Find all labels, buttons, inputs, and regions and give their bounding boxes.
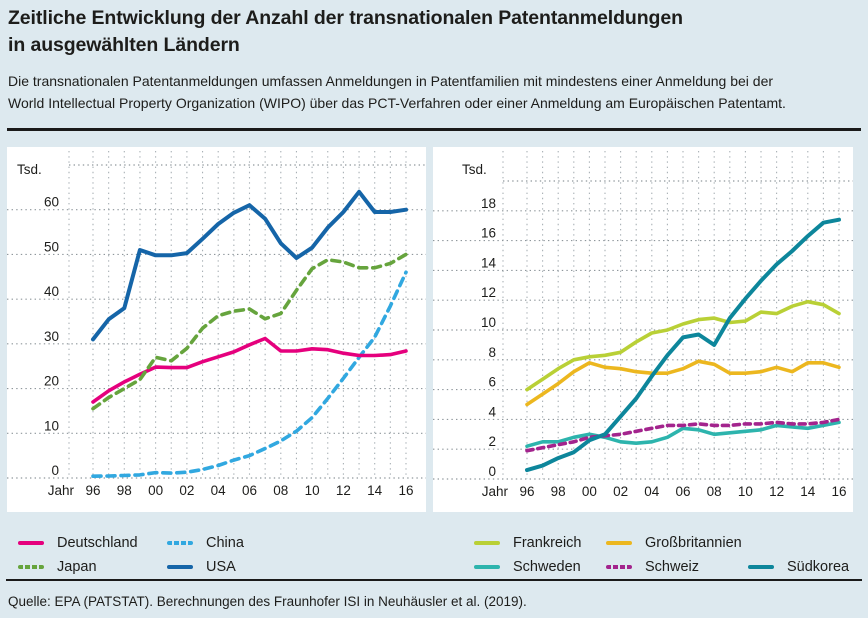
x-tick-label: 14 [800, 484, 816, 499]
y-tick-label: 16 [480, 225, 496, 241]
x-tick-label: 12 [335, 483, 351, 498]
series-line-gro-britannien [527, 361, 839, 404]
legend-label: Großbritannien [645, 535, 742, 551]
x-tick-label: 98 [550, 484, 566, 499]
x-tick-label: 02 [613, 484, 629, 499]
series-line-schweiz [527, 419, 839, 450]
y-tick-label: 2 [488, 434, 496, 450]
y-tick-label: 30 [43, 328, 59, 344]
legend-item-deutschland [18, 535, 138, 551]
x-tick-label: 98 [116, 483, 132, 498]
x-tick-label: 16 [831, 484, 847, 499]
y-tick-label: 60 [43, 194, 59, 210]
page-subtitle-line2: World Intellectual Property Organization (WIPO) über das PCT-Verfahren oder einer Anmeldung am Europäischen Patentamt. [8, 94, 786, 111]
x-tick-label: 14 [367, 483, 383, 498]
legend-label: Frankreich [513, 535, 582, 551]
x-tick-label: 00 [148, 483, 164, 498]
x-axis-label: Jahr [47, 483, 74, 498]
legend-item-schweiz [606, 559, 699, 575]
y-tick-label: 0 [51, 463, 59, 478]
page-title [8, 5, 808, 59]
y-tick-label: 4 [488, 404, 496, 420]
y-tick-label: 12 [480, 285, 496, 301]
x-tick-label: 96 [85, 483, 101, 498]
legend-item-gro-britannien [606, 535, 742, 551]
x-tick-label: 10 [304, 483, 320, 498]
legend-label: USA [206, 559, 236, 575]
x-tick-label: 12 [769, 484, 785, 499]
legend-line-swatch [748, 565, 774, 569]
legend-item-frankreich [474, 535, 582, 551]
line-chart-left-countries [7, 147, 426, 512]
y-tick-label: 10 [480, 315, 496, 330]
source-note: Quelle: EPA (PATSTAT). Berechnungen des Fraunhofer ISI in Neuhäusler et al. (2019). [8, 594, 527, 609]
x-tick-label: 04 [210, 483, 226, 498]
legend-line-swatch [474, 565, 500, 569]
legend-label: Japan [57, 559, 97, 575]
y-tick-label: 8 [488, 344, 496, 360]
legend-item-china [167, 535, 244, 551]
y-tick-label: 40 [43, 284, 59, 300]
x-tick-label: 08 [706, 484, 722, 499]
y-tick-label: 50 [43, 239, 59, 255]
y-tick-label: 14 [480, 255, 496, 271]
page-title-line1: Zeitliche Entwicklung der Anzahl der transnationalen Patentanmeldungen [8, 7, 683, 29]
x-axis-label: Jahr [481, 484, 508, 499]
legend-label: Südkorea [787, 559, 850, 575]
footer-divider [6, 579, 862, 581]
x-tick-label: 96 [519, 484, 535, 499]
legend-dashed-line-swatch [606, 565, 632, 569]
series-line-frankreich [527, 302, 839, 390]
y-tick-label: 18 [480, 195, 496, 211]
y-axis-unit-label: Tsd. [17, 162, 42, 177]
x-tick-label: 06 [675, 484, 691, 499]
chart-panel-right [433, 147, 853, 512]
legend-line-swatch [606, 541, 632, 545]
legend-label: China [206, 535, 244, 551]
y-tick-label: 20 [43, 373, 59, 389]
legend-dashed-line-swatch [167, 541, 193, 545]
legend-item-usa [167, 559, 236, 575]
x-tick-label: 10 [737, 484, 753, 499]
header-divider [7, 128, 861, 131]
y-tick-label: 10 [43, 418, 59, 434]
legend-item-japan [18, 559, 97, 575]
legend-item-schweden [474, 559, 581, 575]
page-subtitle [8, 71, 828, 114]
header [0, 0, 868, 114]
legend-label: Schweiz [645, 559, 699, 575]
legend-label: Deutschland [57, 535, 138, 551]
y-axis-unit-label: Tsd. [462, 162, 487, 177]
legend-dashed-line-swatch [18, 565, 44, 569]
line-chart-right-countries [433, 147, 853, 512]
legend-item-s-dkorea [748, 559, 849, 575]
x-tick-label: 08 [273, 483, 289, 498]
chart-panel-left [7, 147, 426, 512]
legend-line-swatch [18, 541, 44, 545]
page-title-line2: in ausgewählten Ländern [8, 34, 240, 56]
x-tick-label: 16 [398, 483, 414, 498]
page-subtitle-line1: Die transnationalen Patentanmeldungen umfassen Anmeldungen in Patentfamilien mit mindestens einer Anmeldung bei der [8, 73, 774, 89]
x-tick-label: 04 [644, 484, 660, 499]
x-tick-label: 00 [581, 484, 597, 499]
x-tick-label: 02 [179, 483, 195, 498]
legend-area [0, 512, 868, 579]
charts-row [7, 147, 861, 512]
legend-line-swatch [474, 541, 500, 545]
y-tick-label: 0 [488, 464, 496, 479]
x-tick-label: 06 [241, 483, 258, 498]
y-tick-label: 6 [488, 374, 496, 390]
legend-line-swatch [167, 565, 193, 569]
legend-label: Schweden [513, 559, 581, 575]
